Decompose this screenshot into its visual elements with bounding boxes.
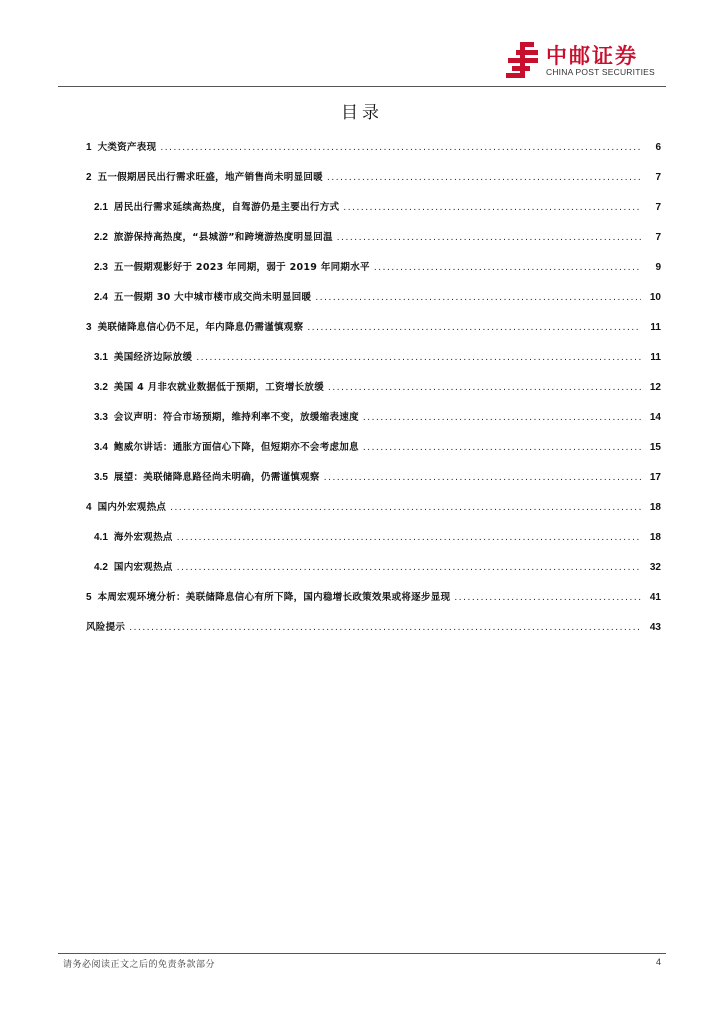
toc-entry-title: 五一假期观影好于 2023 年同期，弱于 2019 年同期水平 — [113, 262, 370, 273]
toc-entry-number: 3.4 — [94, 442, 108, 453]
toc-entry[interactable] — [94, 468, 661, 488]
toc-entry-number: 4.2 — [94, 562, 108, 573]
toc-entry-page: 10 — [649, 292, 661, 303]
toc-entry-title: 美国 4 月非农就业数据低于预期，工资增长放缓 — [113, 382, 325, 393]
logo-chinese-name: 中邮证券 — [546, 44, 638, 68]
toc-leader-dots — [129, 618, 641, 638]
toc-entry-page: 7 — [655, 172, 661, 183]
toc-entry[interactable] — [94, 198, 661, 218]
toc-entry-title: 本周宏观环境分析：美联储降息信心有所下降，国内稳增长政策效果或将逐步显现 — [97, 592, 451, 603]
footer-divider — [58, 953, 666, 954]
toc-leader-dots — [454, 588, 641, 608]
toc-entry[interactable] — [94, 258, 661, 278]
toc-entry-number: 2.3 — [94, 262, 108, 273]
toc-entry-number: 2.1 — [94, 202, 108, 213]
toc-entry-title: 会议声明：符合市场预期，维持利率不变，放缓缩表速度 — [113, 412, 359, 423]
toc-entry-page: 32 — [649, 562, 661, 573]
toc-entry-page: 9 — [655, 262, 661, 273]
toc-entry-title: 居民出行需求延续高热度，自驾游仍是主要出行方式 — [113, 202, 340, 213]
toc-entry[interactable] — [94, 378, 661, 398]
footer-page-number: 4 — [655, 957, 661, 967]
toc-entry-number: 5 — [86, 592, 92, 603]
toc-leader-dots — [327, 168, 641, 188]
company-logo — [506, 40, 666, 84]
toc-entry-number: 2.4 — [94, 292, 108, 303]
toc-entry-page: 11 — [650, 352, 661, 363]
toc-leader-dots — [315, 288, 641, 308]
toc-entry-page: 12 — [649, 382, 661, 393]
toc-title: 目录 — [341, 103, 383, 123]
toc-entry-title: 美国经济边际放缓 — [113, 352, 193, 363]
toc-entry-title: 鲍威尔讲话：通胀方面信心下降，但短期亦不会考虑加息 — [113, 442, 359, 453]
toc-entry-page: 14 — [649, 412, 661, 423]
toc-leader-dots — [196, 348, 641, 368]
toc-entry-title: 国内宏观热点 — [113, 562, 173, 573]
toc-entry[interactable] — [86, 588, 661, 608]
toc-entry-page: 18 — [649, 502, 661, 513]
toc-entry[interactable] — [86, 618, 661, 638]
toc-entry-number: 4.1 — [94, 532, 108, 543]
toc-leader-dots — [170, 498, 641, 518]
toc-entry-number: 3 — [86, 322, 92, 333]
toc-leader-dots — [363, 408, 641, 428]
toc-entry[interactable] — [94, 228, 661, 248]
toc-entry-page: 6 — [655, 142, 661, 153]
toc-entry-title: 旅游保持高热度，“县城游”和跨境游热度明显回温 — [113, 232, 333, 243]
toc-entry-title: 五一假期居民出行需求旺盛，地产销售尚未明显回暖 — [97, 172, 323, 183]
toc-entry-number: 3.3 — [94, 412, 108, 423]
toc-entry-number: 2.2 — [94, 232, 108, 243]
toc-leader-dots — [343, 198, 641, 218]
toc-leader-dots — [363, 438, 641, 458]
toc-entry-title: 展望：美联储降息路径尚未明确，仍需谨慎观察 — [113, 472, 320, 483]
toc-entry-page: 11 — [650, 322, 661, 333]
toc-entry[interactable] — [94, 288, 661, 308]
toc-entry-page: 43 — [649, 622, 661, 633]
toc-entry[interactable] — [86, 168, 661, 188]
toc-entry-page: 7 — [655, 232, 661, 243]
toc-entry-title: 风险提示 — [86, 622, 126, 633]
toc-leader-dots — [328, 378, 641, 398]
toc-entry[interactable] — [86, 138, 661, 158]
toc-leader-dots — [177, 558, 641, 578]
toc-leader-dots — [324, 468, 641, 488]
toc-entry-number: 3.1 — [94, 352, 108, 363]
toc-entry-title: 美联储降息信心仍不足，年内降息仍需谨慎观察 — [97, 322, 304, 333]
toc-entry[interactable] — [94, 558, 661, 578]
toc-leader-dots — [337, 228, 641, 248]
toc-entry-number: 3.5 — [94, 472, 108, 483]
toc-entry[interactable] — [94, 438, 661, 458]
toc-entry-page: 7 — [655, 202, 661, 213]
footer-disclaimer: 请务必阅读正文之后的免责条款部分 — [63, 960, 216, 970]
toc-entry[interactable] — [94, 408, 661, 428]
toc-entry[interactable] — [86, 318, 661, 338]
toc-leader-dots — [307, 318, 641, 338]
toc-entry[interactable] — [86, 498, 661, 518]
toc-entry-number: 3.2 — [94, 382, 108, 393]
toc-leader-dots — [374, 258, 641, 278]
logo-english-name: CHINA POST SECURITIES — [546, 67, 655, 77]
toc-entry[interactable] — [94, 528, 661, 548]
header-divider — [58, 86, 666, 87]
toc-entry-page: 15 — [649, 442, 661, 453]
toc-entry-title: 五一假期 30 大中城市楼市成交尚未明显回暖 — [113, 292, 312, 303]
toc-leader-dots — [177, 528, 641, 548]
china-post-logo-icon — [506, 42, 540, 78]
toc-entry-title: 国内外宏观热点 — [97, 502, 167, 513]
toc-entry-page: 18 — [649, 532, 661, 543]
toc-entry-number: 1 — [86, 142, 92, 153]
toc-entry-page: 41 — [649, 592, 661, 603]
toc-entry-page: 17 — [649, 472, 661, 483]
toc-entry-number: 4 — [86, 502, 92, 513]
toc-entry-title: 大类资产表现 — [97, 142, 157, 153]
toc-leader-dots — [160, 138, 641, 158]
toc-entry[interactable] — [94, 348, 661, 368]
toc-entry-title: 海外宏观热点 — [113, 532, 173, 543]
toc-entry-number: 2 — [86, 172, 92, 183]
